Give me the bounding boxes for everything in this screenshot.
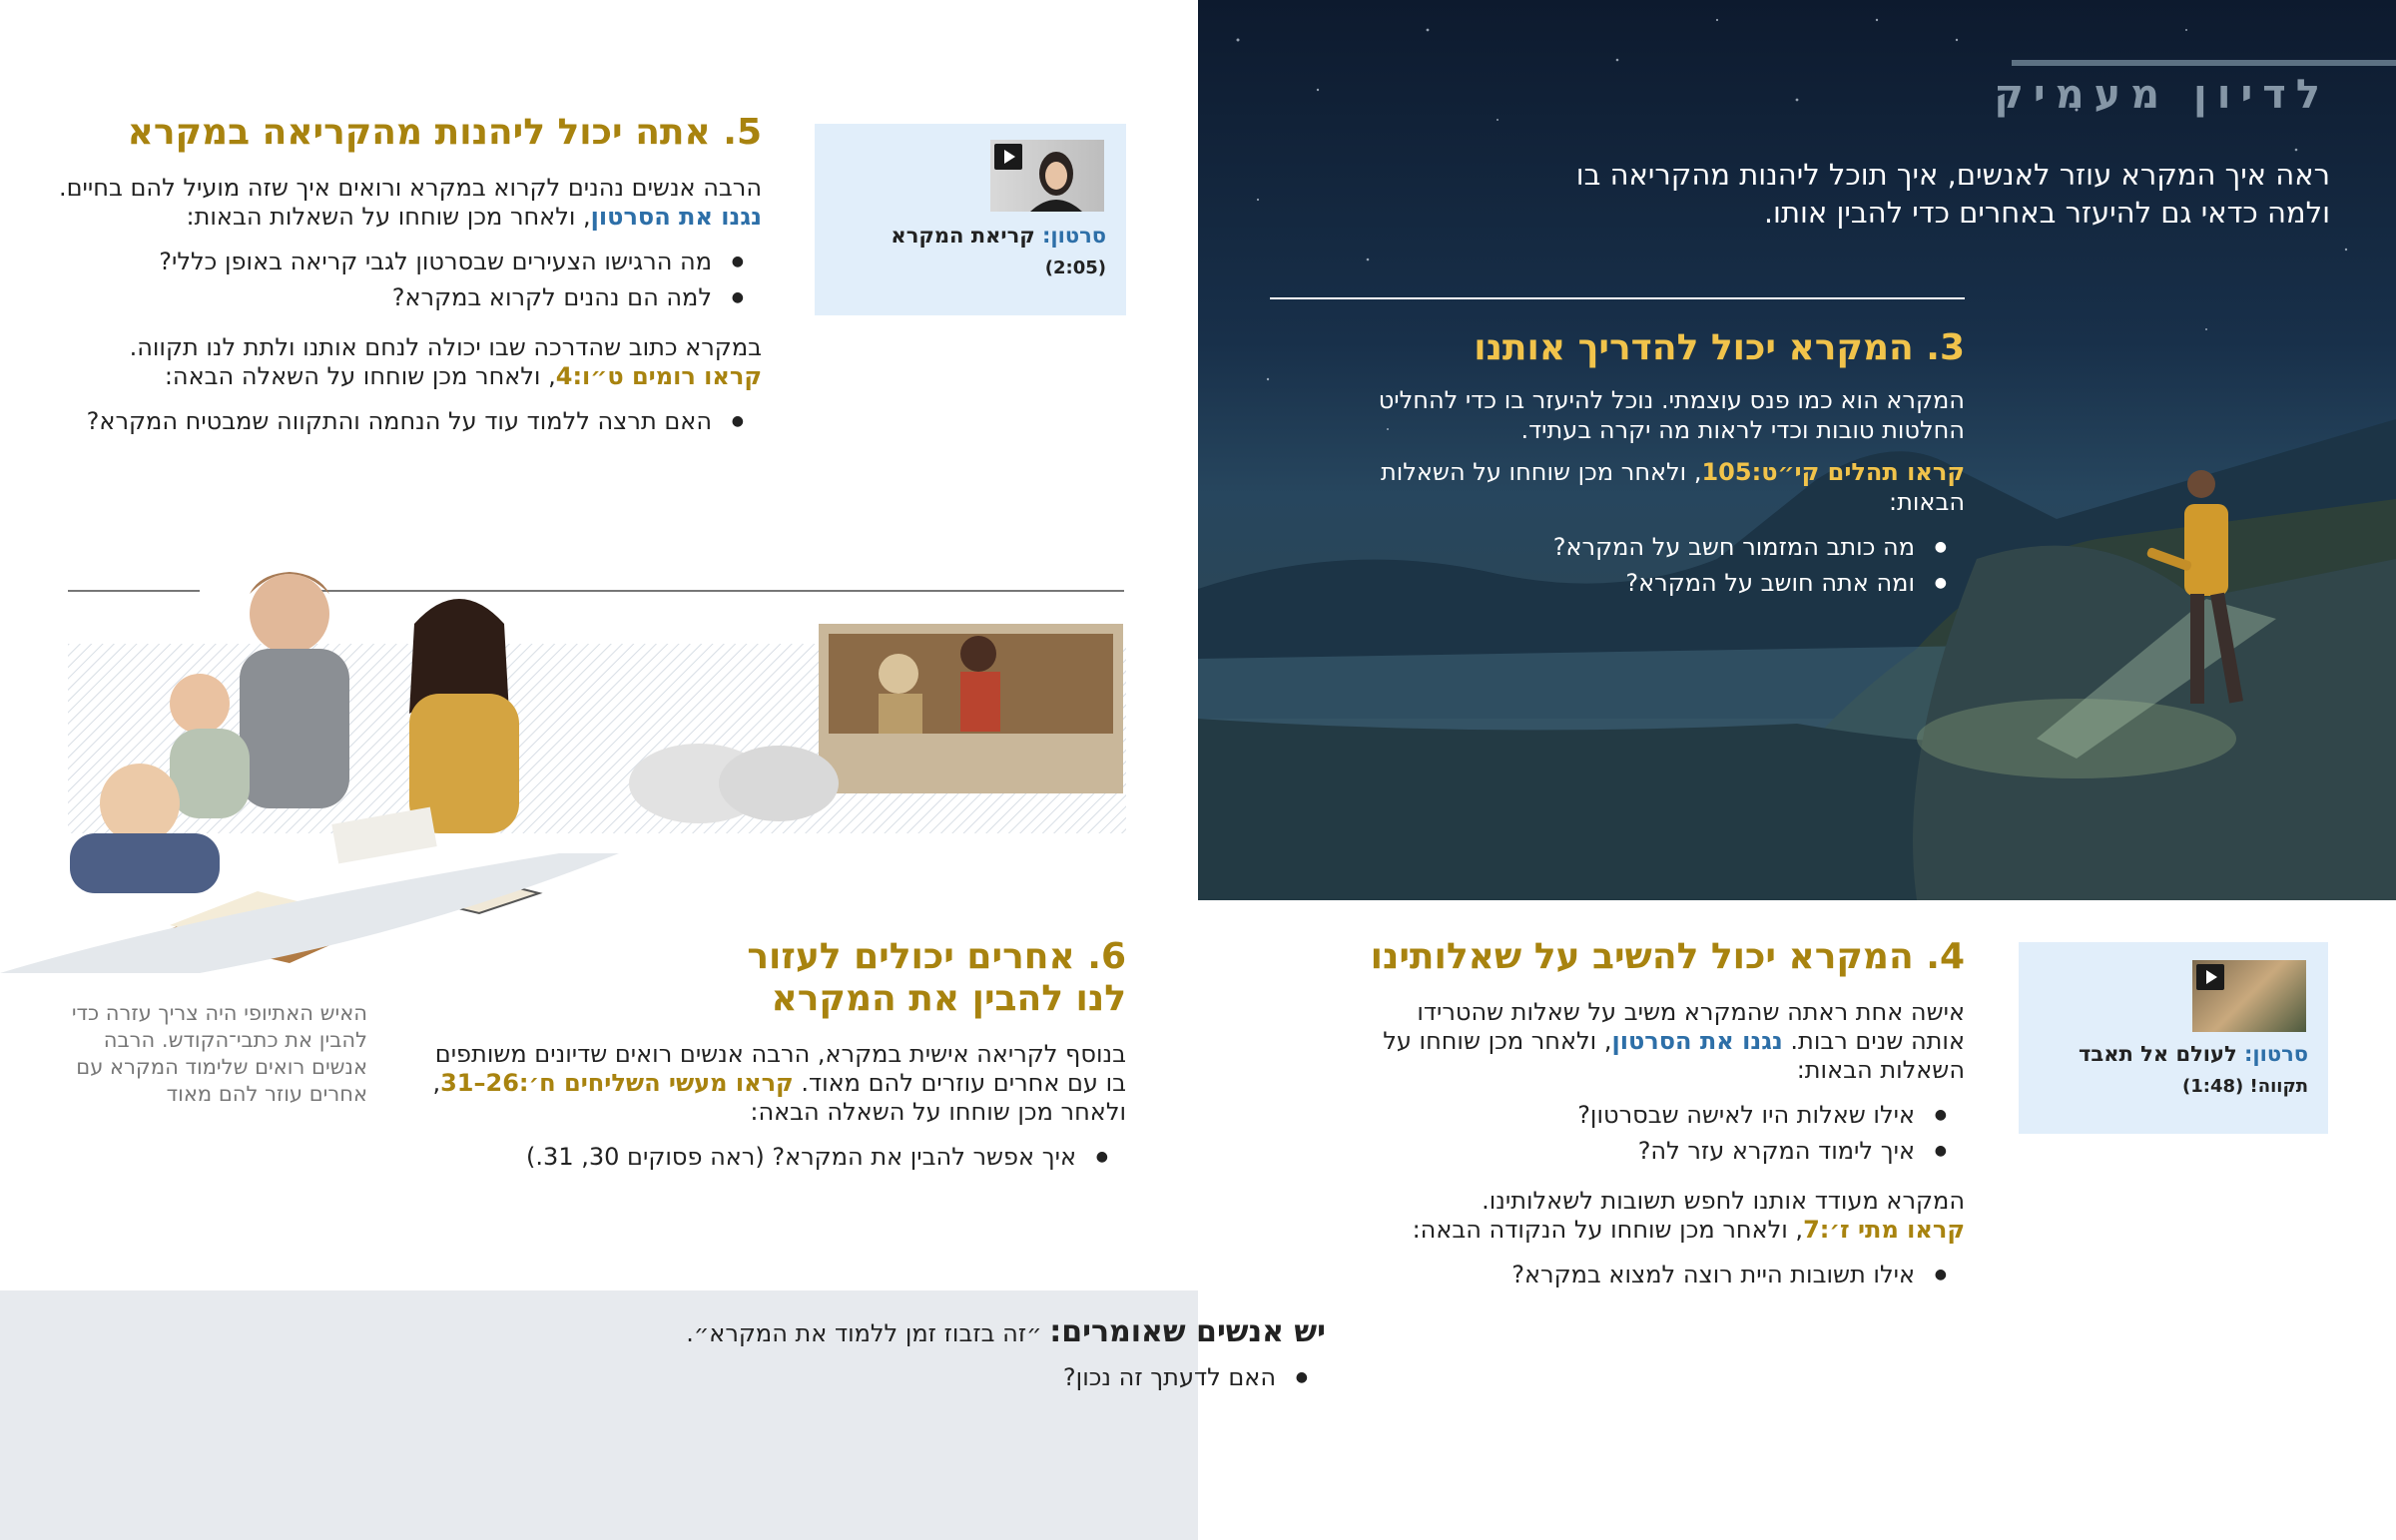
some-people-say-questions	[547, 1359, 1326, 1395]
video-label: סרטון: קריאת המקרא	[891, 224, 1106, 248]
some-people-say-label: יש אנשים שאומרים:	[1049, 1314, 1326, 1349]
section-4	[1366, 936, 1965, 1292]
play-icon[interactable]	[2196, 964, 2224, 990]
video-box-bible-reading[interactable]	[815, 124, 1126, 315]
section-6-body: בנוסף לקריאה אישית במקרא, הרבה אנשים רואים שדיונים משותפים בו עם אחרים עוזרים להם מאוד. קראו מעשי השליחים ח׳:26–31, ולאחר מכן שוחחו על השאלה הבאה:	[432, 1040, 1126, 1126]
question-item: ● איך לימוד המקרא עזר לה?	[1366, 1133, 1915, 1169]
section-6-questions	[407, 1139, 1126, 1175]
question-item: ● אילו שאלות היו לאישה שבסרטון?	[1366, 1097, 1915, 1133]
section-3-title: 3. המקרא יכול להדריך אותנו	[1474, 327, 1965, 368]
illustration-caption: האיש האתיופי היה צריך עזרה כדי להבין את כתבי־הקודש. הרבה אנשים רואים שלימוד המקרא עם אחרים עוזר להם מאוד	[71, 1001, 367, 1106]
some-people-say-statement: יש אנשים שאומרים: ״זה בזבוז זמן ללמוד את המקרא״.	[686, 1314, 1326, 1349]
section-divider	[1270, 297, 1965, 299]
scripture-ref-romans[interactable]: קראו רומים ט״ו:4	[555, 362, 762, 390]
family-bible-study-illustration	[0, 554, 1138, 973]
question-item: ● מה כותב המזמור חשב על המקרא?	[1346, 529, 1915, 565]
section-5-body: הרבה אנשים נהנים לקרוא במקרא ורואים איך שזה מועיל להם בחיים. נגנו את הסרטון, ולאחר מכן שוחחו על השאלות הבאות:	[58, 174, 762, 231]
section-4-body-2: המקרא מעודד אותנו לחפש תשובות לשאלותינו.	[1482, 1187, 1965, 1215]
scripture-ref-matthew[interactable]: קראו מתי ז׳:7	[1803, 1216, 1965, 1244]
question-item: ● ומה אתה חושב על המקרא?	[1346, 565, 1915, 601]
some-people-say-content	[547, 1312, 1326, 1395]
deep-study-rule	[2012, 60, 2396, 66]
deep-study-intro: ראה איך המקרא עוזר לאנשים, איך תוכל ליהנות מהקריאה בו ולמה כדאי גם להיעזר באחרים כדי להבין אותו.	[1575, 158, 2330, 230]
video-thumbnail[interactable]	[990, 140, 1104, 212]
section-3-questions	[1346, 529, 1965, 601]
section-4-body: אישה אחת ראתה שהמקרא משיב על שאלות שהטרידו אותה שנים רבות. נגנו את הסרטון, ולאחר מכן שוחחו על השאלות הבאות:	[1383, 998, 1965, 1084]
section-4-instruction: קראו מתי ז׳:7, ולאחר מכן שוחחו על הנקודה הבאה:	[1412, 1216, 1965, 1244]
section-5-questions-b	[53, 403, 762, 439]
section-5-questions	[53, 244, 762, 315]
section-3	[1346, 325, 1965, 601]
question-item: ● איך אפשר להבין את המקרא? (ראה פסוקים 30, 31.)	[407, 1139, 1076, 1175]
section-4-questions-b	[1366, 1257, 1965, 1292]
question-item: ● מה הרגישו הצעירים שבסרטון לגבי קריאה באופן כללי?	[53, 244, 712, 279]
play-video-link[interactable]: נגנו את הסרטון	[590, 203, 762, 231]
section-5	[53, 112, 762, 439]
question-item: ● אילו תשובות היית רוצה למצוא במקרא?	[1366, 1257, 1915, 1292]
section-4-questions	[1366, 1097, 1965, 1169]
section-3-instruction: קראו תהלים קי״ט:105, ולאחר מכן שוחחו על השאלות הבאות:	[1380, 458, 1965, 516]
video-box-hope[interactable]	[2019, 942, 2328, 1134]
scripture-ref-psalms[interactable]: קראו תהלים קי״ט:105	[1701, 458, 1965, 486]
deep-study-title: לדיון מעמיק	[1994, 72, 2330, 118]
section-6	[407, 936, 1126, 1175]
video-label: סרטון: לעולם אל תאבד	[2079, 1042, 2308, 1066]
play-icon[interactable]	[994, 144, 1022, 170]
section-5-body-2: במקרא כתוב שהדרכה שבו יכולה לנחם אותנו ולתת לנו תקווה.	[129, 333, 762, 361]
question-item: ● האם תרצה ללמוד עוד על הנחמה והתקווה שמבטיח המקרא?	[53, 403, 712, 439]
video-duration: (2:05)	[1044, 257, 1106, 278]
section-5-instruction: קראו רומים ט״ו:4, ולאחר מכן שוחחו על השאלה הבאה:	[164, 362, 762, 390]
section-4-title: 4. המקרא יכול להשיב על שאלותינו	[1370, 936, 1965, 977]
scripture-ref-acts[interactable]: קראו מעשי השליחים ח׳:26–31	[440, 1069, 794, 1097]
section-6-title: 6. אחרים יכולים לעזור לנו להבין את המקרא	[747, 936, 1126, 1019]
section-3-body: המקרא הוא כמו פנס עוצמתי. נוכל להיעזר בו כדי להחליט החלטות טובות וכדי לראות מה יקרה בעתיד.	[1378, 386, 1965, 444]
question-item: ● האם לדעתך זה נכון?	[547, 1359, 1276, 1395]
question-item: ● למה הם נהנים לקרוא במקרא?	[53, 279, 712, 315]
section-5-title: 5. אתה יכול ליהנות מהקריאה במקרא	[127, 112, 762, 153]
video-thumbnail[interactable]	[2192, 960, 2306, 1032]
video-duration: תקווה! (1:48)	[2181, 1076, 2308, 1097]
play-video-link[interactable]: נגנו את הסרטון	[1611, 1027, 1783, 1055]
